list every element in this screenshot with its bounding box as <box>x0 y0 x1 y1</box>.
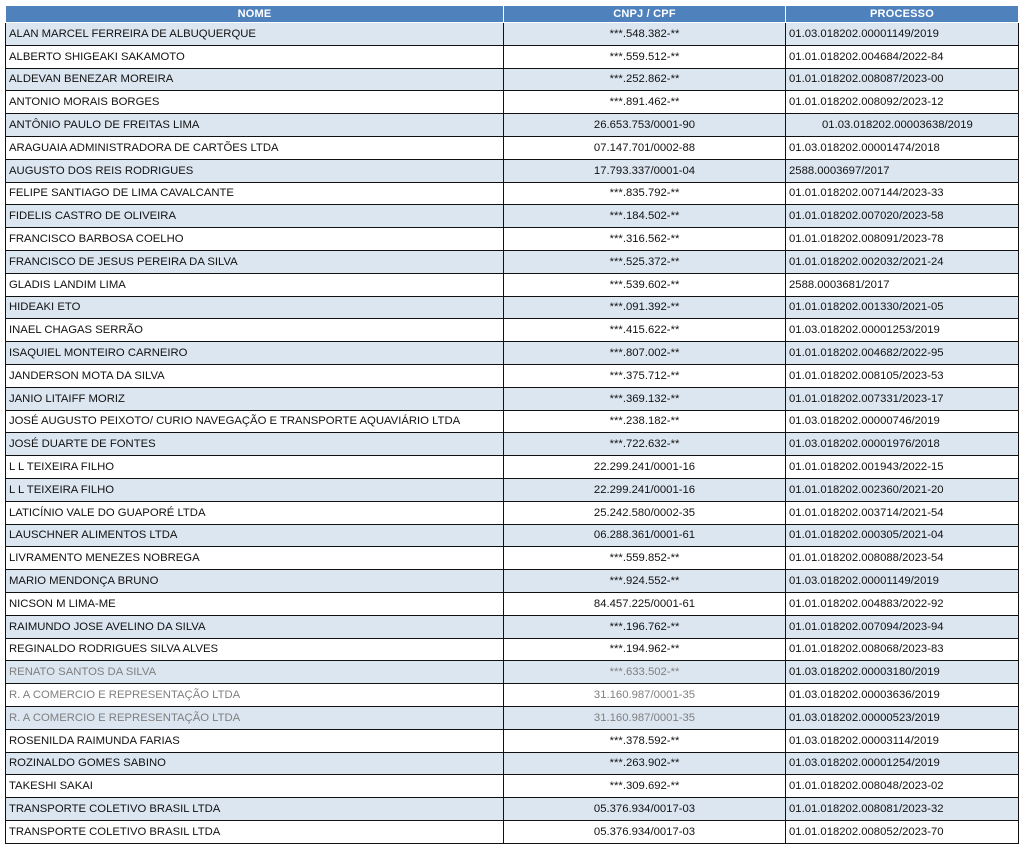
cell-nome[interactable]: R. A COMERCIO E REPRESENTAÇÃO LTDA <box>6 706 504 729</box>
table-row <box>6 592 1019 615</box>
cell-nome[interactable]: FELIPE SANTIAGO DE LIMA CAVALCANTE <box>6 182 504 205</box>
table-row <box>6 524 1019 547</box>
cell-cnpj-cpf[interactable]: ***.559.852-** <box>504 547 786 570</box>
cell-cnpj-cpf[interactable]: ***.263.902-** <box>504 752 786 775</box>
cell-processo[interactable]: 01.01.018202.004684/2022-84 <box>786 45 1019 68</box>
cell-nome[interactable]: LATICÍNIO VALE DO GUAPORÉ LTDA <box>6 501 504 524</box>
table-row <box>6 228 1019 251</box>
cell-nome[interactable]: TRANSPORTE COLETIVO BRASIL LTDA <box>6 798 504 821</box>
cell-processo[interactable]: 01.01.018202.004883/2022-92 <box>786 592 1019 615</box>
cell-processo[interactable]: 2588.0003697/2017 <box>786 159 1019 182</box>
cell-processo[interactable]: 01.01.018202.008081/2023-32 <box>786 798 1019 821</box>
table-row <box>6 205 1019 228</box>
cell-processo[interactable]: 01.03.018202.00001149/2019 <box>786 23 1019 46</box>
cell-cnpj-cpf[interactable]: ***.238.182-** <box>504 410 786 433</box>
cell-processo[interactable]: 01.03.018202.00001474/2018 <box>786 136 1019 159</box>
cell-cnpj-cpf[interactable]: ***.196.762-** <box>504 615 786 638</box>
table-row <box>6 729 1019 752</box>
cell-processo[interactable]: 01.01.018202.008091/2023-78 <box>786 228 1019 251</box>
cell-cnpj-cpf[interactable]: 26.653.753/0001-90 <box>504 114 786 137</box>
table-row <box>6 820 1019 843</box>
table-row <box>6 570 1019 593</box>
cell-processo[interactable]: 01.03.018202.00000523/2019 <box>786 706 1019 729</box>
cell-processo[interactable]: 01.01.018202.001330/2021-05 <box>786 296 1019 319</box>
cell-cnpj-cpf[interactable]: ***.559.512-** <box>504 45 786 68</box>
cell-nome[interactable]: RENATO SANTOS DA SILVA <box>6 661 504 684</box>
cell-cnpj-cpf[interactable]: ***.835.792-** <box>504 182 786 205</box>
cell-nome[interactable]: GLADIS LANDIM LIMA <box>6 273 504 296</box>
table-row <box>6 250 1019 273</box>
cell-cnpj-cpf[interactable]: ***.309.692-** <box>504 775 786 798</box>
cell-nome[interactable]: INAEL CHAGAS SERRÃO <box>6 319 504 342</box>
cell-processo[interactable]: 01.01.018202.007094/2023-94 <box>786 615 1019 638</box>
cell-processo[interactable]: 01.01.018202.008092/2023-12 <box>786 91 1019 114</box>
cell-nome[interactable]: L L TEIXEIRA FILHO <box>6 456 504 479</box>
cell-cnpj-cpf[interactable]: ***.194.962-** <box>504 638 786 661</box>
cell-nome[interactable]: HIDEAKI ETO <box>6 296 504 319</box>
cell-processo[interactable]: 01.03.018202.00003638/2019 <box>786 114 1019 137</box>
cell-processo[interactable]: 01.03.018202.00001254/2019 <box>786 752 1019 775</box>
cell-nome[interactable]: RAIMUNDO JOSE AVELINO DA SILVA <box>6 615 504 638</box>
cell-cnpj-cpf[interactable]: ***.415.622-** <box>504 319 786 342</box>
cell-processo[interactable]: 01.01.018202.008088/2023-54 <box>786 547 1019 570</box>
cell-cnpj-cpf[interactable]: 84.457.225/0001-61 <box>504 592 786 615</box>
cell-nome[interactable]: ISAQUIEL MONTEIRO CARNEIRO <box>6 342 504 365</box>
cell-processo[interactable]: 01.01.018202.007144/2023-33 <box>786 182 1019 205</box>
cell-processo[interactable]: 01.01.018202.002032/2021-24 <box>786 250 1019 273</box>
cell-cnpj-cpf[interactable]: ***.369.132-** <box>504 387 786 410</box>
table-row <box>6 752 1019 775</box>
spreadsheet-table-container <box>5 5 1018 844</box>
table-row <box>6 410 1019 433</box>
cell-processo[interactable]: 01.01.018202.008087/2023-00 <box>786 68 1019 91</box>
table-row <box>6 547 1019 570</box>
records-table <box>5 5 1019 844</box>
table-body <box>6 23 1019 844</box>
cell-processo[interactable]: 01.03.018202.00000746/2019 <box>786 410 1019 433</box>
cell-nome[interactable]: L L TEIXEIRA FILHO <box>6 478 504 501</box>
cell-nome[interactable]: ARAGUAIA ADMINISTRADORA DE CARTÕES LTDA <box>6 136 504 159</box>
cell-nome[interactable]: FRANCISCO DE JESUS PEREIRA DA SILVA <box>6 250 504 273</box>
cell-cnpj-cpf[interactable]: 17.793.337/0001-04 <box>504 159 786 182</box>
cell-nome[interactable]: FIDELIS CASTRO DE OLIVEIRA <box>6 205 504 228</box>
cell-cnpj-cpf[interactable]: ***.924.552-** <box>504 570 786 593</box>
cell-cnpj-cpf[interactable]: ***.378.592-** <box>504 729 786 752</box>
cell-cnpj-cpf[interactable]: ***.252.862-** <box>504 68 786 91</box>
cell-cnpj-cpf[interactable]: 31.160.987/0001-35 <box>504 684 786 707</box>
cell-cnpj-cpf[interactable]: ***.891.462-** <box>504 91 786 114</box>
table-row <box>6 273 1019 296</box>
cell-nome[interactable]: ANTONIO MORAIS BORGES <box>6 91 504 114</box>
table-row <box>6 136 1019 159</box>
cell-nome[interactable]: LAUSCHNER ALIMENTOS LTDA <box>6 524 504 547</box>
cell-cnpj-cpf[interactable]: ***.548.382-** <box>504 23 786 46</box>
table-row <box>6 364 1019 387</box>
cell-cnpj-cpf[interactable]: 05.376.934/0017-03 <box>504 820 786 843</box>
header-row <box>6 6 1019 23</box>
cell-processo[interactable]: 01.01.018202.008052/2023-70 <box>786 820 1019 843</box>
header-processo[interactable]: PROCESSO <box>786 6 1019 23</box>
cell-nome[interactable]: JANDERSON MOTA DA SILVA <box>6 364 504 387</box>
table-row <box>6 45 1019 68</box>
cell-cnpj-cpf[interactable]: 05.376.934/0017-03 <box>504 798 786 821</box>
cell-processo[interactable]: 01.03.018202.00003636/2019 <box>786 684 1019 707</box>
table-row <box>6 91 1019 114</box>
table-row <box>6 387 1019 410</box>
cell-cnpj-cpf[interactable]: 22.299.241/0001-16 <box>504 478 786 501</box>
cell-nome[interactable]: TAKESHI SAKAI <box>6 775 504 798</box>
table-row <box>6 114 1019 137</box>
cell-nome[interactable]: FRANCISCO BARBOSA COELHO <box>6 228 504 251</box>
cell-cnpj-cpf[interactable]: ***.807.002-** <box>504 342 786 365</box>
cell-processo[interactable]: 01.01.018202.007331/2023-17 <box>786 387 1019 410</box>
table-row <box>6 68 1019 91</box>
table-row <box>6 433 1019 456</box>
cell-processo[interactable]: 01.01.018202.000305/2021-04 <box>786 524 1019 547</box>
table-row <box>6 661 1019 684</box>
cell-cnpj-cpf[interactable]: 22.299.241/0001-16 <box>504 456 786 479</box>
cell-nome[interactable]: REGINALDO RODRIGUES SILVA ALVES <box>6 638 504 661</box>
header-cnpj-cpf[interactable]: CNPJ / CPF <box>504 6 786 23</box>
table-row <box>6 296 1019 319</box>
table-row <box>6 182 1019 205</box>
cell-nome[interactable]: TRANSPORTE COLETIVO BRASIL LTDA <box>6 820 504 843</box>
table-row <box>6 456 1019 479</box>
cell-cnpj-cpf[interactable]: ***.722.632-** <box>504 433 786 456</box>
cell-processo[interactable]: 01.03.018202.00001976/2018 <box>786 433 1019 456</box>
table-row <box>6 23 1019 46</box>
table-row <box>6 342 1019 365</box>
cell-processo[interactable]: 01.01.018202.001943/2022-15 <box>786 456 1019 479</box>
cell-processo[interactable]: 01.03.018202.00001253/2019 <box>786 319 1019 342</box>
cell-cnpj-cpf[interactable]: 06.288.361/0001-61 <box>504 524 786 547</box>
cell-nome[interactable]: ALDEVAN BENEZAR MOREIRA <box>6 68 504 91</box>
cell-nome[interactable]: ROZINALDO GOMES SABINO <box>6 752 504 775</box>
cell-nome[interactable]: R. A COMERCIO E REPRESENTAÇÃO LTDA <box>6 684 504 707</box>
table-row <box>6 159 1019 182</box>
cell-nome[interactable]: JOSÉ AUGUSTO PEIXOTO/ CURIO NAVEGAÇÃO E TRANSPORTE AQUAVIÁRIO LTDA <box>6 410 504 433</box>
cell-processo[interactable]: 01.03.018202.00001149/2019 <box>786 570 1019 593</box>
cell-cnpj-cpf[interactable]: ***.316.562-** <box>504 228 786 251</box>
cell-cnpj-cpf[interactable]: ***.091.392-** <box>504 296 786 319</box>
table-row <box>6 615 1019 638</box>
table-row <box>6 706 1019 729</box>
cell-processo[interactable]: 01.01.018202.004682/2022-95 <box>786 342 1019 365</box>
table-row <box>6 775 1019 798</box>
cell-processo[interactable]: 01.01.018202.003714/2021-54 <box>786 501 1019 524</box>
table-row <box>6 798 1019 821</box>
cell-cnpj-cpf[interactable]: ***.539.602-** <box>504 273 786 296</box>
cell-nome[interactable]: ALAN MARCEL FERREIRA DE ALBUQUERQUE <box>6 23 504 46</box>
table-row <box>6 478 1019 501</box>
table-row <box>6 501 1019 524</box>
cell-nome[interactable]: JANIO LITAIFF MORIZ <box>6 387 504 410</box>
cell-nome[interactable]: ALBERTO SHIGEAKI SAKAMOTO <box>6 45 504 68</box>
header-nome[interactable]: NOME <box>6 6 504 23</box>
cell-processo[interactable]: 01.01.018202.007020/2023-58 <box>786 205 1019 228</box>
cell-cnpj-cpf[interactable]: ***.375.712-** <box>504 364 786 387</box>
cell-processo[interactable]: 01.03.018202.00003180/2019 <box>786 661 1019 684</box>
cell-nome[interactable]: ROSENILDA RAIMUNDA FARIAS <box>6 729 504 752</box>
table-row <box>6 638 1019 661</box>
cell-processo[interactable]: 01.03.018202.00003114/2019 <box>786 729 1019 752</box>
table-row <box>6 684 1019 707</box>
cell-processo[interactable]: 2588.0003681/2017 <box>786 273 1019 296</box>
cell-cnpj-cpf[interactable]: 25.242.580/0002-35 <box>504 501 786 524</box>
cell-cnpj-cpf[interactable]: 31.160.987/0001-35 <box>504 706 786 729</box>
cell-nome[interactable]: ANTÔNIO PAULO DE FREITAS LIMA <box>6 114 504 137</box>
cell-processo[interactable]: 01.01.018202.008068/2023-83 <box>786 638 1019 661</box>
cell-nome[interactable]: AUGUSTO DOS REIS RODRIGUES <box>6 159 504 182</box>
cell-processo[interactable]: 01.01.018202.008105/2023-53 <box>786 364 1019 387</box>
table-row <box>6 319 1019 342</box>
cell-nome[interactable]: LIVRAMENTO MENEZES NOBREGA <box>6 547 504 570</box>
cell-processo[interactable]: 01.01.018202.008048/2023-02 <box>786 775 1019 798</box>
cell-nome[interactable]: JOSÉ DUARTE DE FONTES <box>6 433 504 456</box>
cell-cnpj-cpf[interactable]: 07.147.701/0002-88 <box>504 136 786 159</box>
cell-cnpj-cpf[interactable]: ***.184.502-** <box>504 205 786 228</box>
cell-nome[interactable]: MARIO MENDONÇA BRUNO <box>6 570 504 593</box>
cell-cnpj-cpf[interactable]: ***.525.372-** <box>504 250 786 273</box>
cell-nome[interactable]: NICSON M LIMA-ME <box>6 592 504 615</box>
cell-cnpj-cpf[interactable]: ***.633.502-** <box>504 661 786 684</box>
cell-processo[interactable]: 01.01.018202.002360/2021-20 <box>786 478 1019 501</box>
